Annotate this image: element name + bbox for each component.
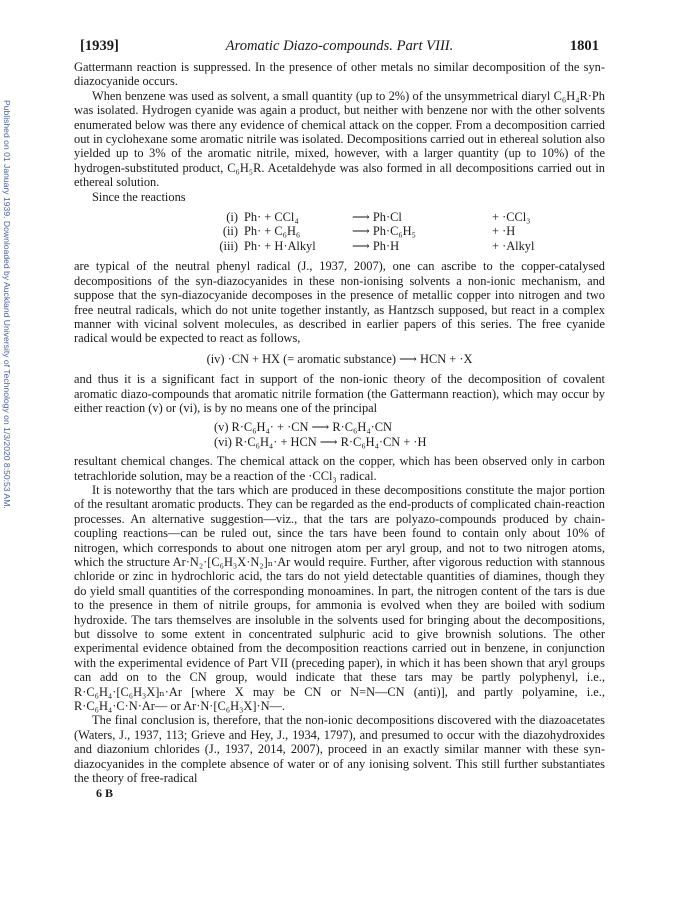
equation-products: ⟶ Ph·C₆H₅ [352, 224, 416, 239]
equation-row [204, 239, 605, 253]
signature-mark: 6 B [96, 785, 114, 800]
running-header [74, 38, 605, 60]
equation-row [204, 210, 605, 224]
equation-products: ⟶ Ph·Cl [352, 210, 402, 225]
reaction-equations-1 [204, 210, 605, 253]
paragraph-5: and thus it is a significant fact in support of the non-ionic theory of the decomposition of covalent aromatic diazo-compounds that aromatic nitrile formation (the Gattermann reaction), which may occur by either reaction (v) or (vi), is by no means one of the principal [74, 372, 605, 415]
header-year: [1939] [80, 38, 119, 54]
equation-number: (ii) [222, 224, 238, 239]
paragraph-8: The final conclusion is, therefore, that the non-ionic decompositions discovered with the diazoacetates (Waters, J., 1937, 113; Grieve and Hey, J., 1934, 1797), and presumed to occur with the diazohydroxides and diazonium chlorides (J., 1937, 2014, 2007), proceed in an exactly similar manner with these syn-diazocyanides in the complete absence of water or of any ionising solvent. This still further substantiates the theory of free-radical [74, 713, 605, 786]
paragraph-2: When benzene was used as solvent, a small quantity (up to 2%) of the unsymmetrical diaryl C₆H₄R·Ph was isolated. Hydrogen cyanide was again a product, but neither with benzene nor with the other solvents enumerated below was there any evidence of chemical attack on the copper. From a decomposition carried out in cyclohexane some aromatic nitrile was isolated. Decompositions carried out in ethereal solution also yielded up to 3% of the aromatic nitrile, mixed, however, with a larger quantity (up to 10%) of the hydrogen-substituted product, C₆H₅R. Acetaldehyde was also formed in all decompositions carried out in ethereal solution. [74, 88, 605, 190]
equation-reactants: Ph· + H·Alkyl [244, 238, 316, 253]
equation-products: ⟶ Ph·H [352, 238, 400, 253]
equation-reactants: Ph· + CCl₄ [244, 210, 299, 225]
equation-radical: + ·CCl₃ [492, 210, 531, 225]
paragraph-4: are typical of the neutral phenyl radical (J., 1937, 2007), one can ascribe to the copper-catalysed decompositions of the syn-diazocyanides in these non-ionising solvents a non-ionic mechanism, and suppose that the syn-diazocyanide decomposes in the presence of metallic copper into nitrogen and two free neutral radicals, which do not unite together instantly, as Hantzsch supposed, but react in a complex manner with vicinal solvent molecules, as described in earlier papers of this series. The free cyanide radical would be expected to react as follows, [74, 259, 605, 346]
equation-iv: (iv) ·CN + HX (= aromatic substance) ⟶ HCN + ·X [206, 351, 473, 366]
equation-v: (v) R·C₆H₄· + ·CN ⟶ R·C₆H₄·CN [214, 420, 392, 435]
header-page-number: 1801 [569, 38, 599, 54]
paragraph-6: resultant chemical changes. The chemical attack on the copper, which has been observed only in carbon tetrachloride solution, may be a reaction of the ·CCl₃ radical. [74, 454, 605, 483]
article-body [74, 60, 605, 800]
equation-reactants: Ph· + C₆H₆ [244, 224, 301, 239]
equation-radical: + ·H [492, 224, 516, 239]
equation-radical: + ·Alkyl [492, 238, 535, 253]
equation-row [204, 224, 605, 238]
reaction-equations-2 [214, 420, 605, 449]
header-title: Aromatic Diazo-compounds. Part VIII. [225, 38, 454, 54]
equation-number: (iii) [219, 238, 238, 253]
download-watermark [2, 100, 14, 680]
equation-number: (i) [226, 210, 238, 225]
page [74, 38, 605, 800]
equation-vi: (vi) R·C₆H₄· + HCN ⟶ R·C₆H₄·CN + ·H [214, 434, 427, 449]
paragraph-7: It is noteworthy that the tars which are produced in these decompositions constitute the major portion of the resultant aromatic products. They can be regarded as the end-products of complicated chain-reaction processes. An alternative suggestion—viz., that the tars are polyazo-compounds produced by chain-coupling reactions—can be ruled out, since the tars have been found to contain only about 10% of nitrogen, which corresponds to about one nitrogen atom per aryl group, and not to two nitrogen atoms, which the structure Ar·N₂·[C₆H₃X·N₂]ₙ·Ar would require. Further, after vigorous reduction with stannous chloride or zinc in hydrochloric acid, the tars do not yield detectable quantities of diamines, though they do yield small quantities of the corresponding monoamines. In part, the nitrogen content of the tars is due to the presence in them of nitrile groups, for ammonia is evolved when they are boiled with sodium hydroxide. The tars themselves are insoluble in the solvents used for bringing about the decompositions, but dissolve to some extent in concentrated sulphuric acid to give brownish solutions. The other experimental evidence obtained from the decomposition reactions carried out in benzene, in conjunction with the experimental evidence of Part VII (preceding paper), in which it has been shown that aryl groups can add on to the CN group, would indicate that these tars may be partly polyphenyl, i.e., R·C₆H₄·[C₆H₃X]ₙ·Ar [where X may be CN or N=N—CN (anti)], and partly polyamine, i.e., R·C₆H₄·C·N·Ar— or Ar·N·[C₆H₃X]·N—. [74, 482, 605, 714]
paragraph-3: Since the reactions [92, 189, 186, 204]
watermark-text: Published on 01 January 1939. Downloaded by Auckland University of Technology on 1/3/2020 8:50:53 AM. [2, 100, 12, 509]
paragraph-1: Gattermann reaction is suppressed. In the presence of other metals no similar decomposition of the syn-diazocyanide occurs. [74, 60, 605, 89]
